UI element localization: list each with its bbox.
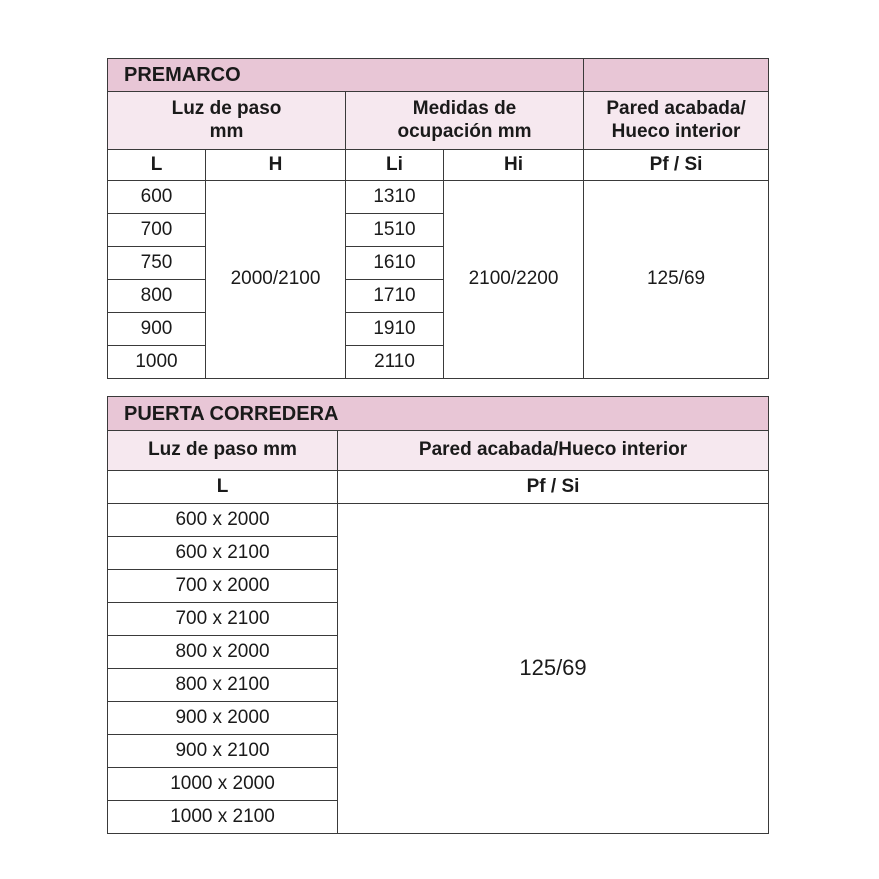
premarco-h-value: 2000/2100 [206, 181, 346, 379]
header-luz-de-paso: Luz de paso mm [108, 431, 338, 471]
puerta-size-cell: 1000 x 2100 [108, 801, 338, 834]
premarco-li-cell: 1710 [346, 280, 444, 313]
puerta-title: PUERTA CORREDERA [108, 397, 769, 431]
premarco-li-cell: 2110 [346, 346, 444, 379]
premarco-l-cell: 600 [108, 181, 206, 214]
premarco-hi-value: 2100/2200 [444, 181, 584, 379]
subheader-hi: Hi [444, 150, 584, 181]
puerta-size-cell: 900 x 2000 [108, 702, 338, 735]
puerta-size-cell: 800 x 2000 [108, 636, 338, 669]
puerta-size-cell: 900 x 2100 [108, 735, 338, 768]
premarco-pf-value: 125/69 [584, 181, 769, 379]
premarco-l-cell: 700 [108, 214, 206, 247]
puerta-corredera-table [107, 396, 769, 834]
puerta-size-cell: 600 x 2000 [108, 504, 338, 537]
header-luz-de-paso: Luz de paso mm [108, 92, 346, 150]
premarco-l-cell: 750 [108, 247, 206, 280]
header-medidas-ocupacion: Medidas de ocupación mm [346, 92, 584, 150]
subheader-h: H [206, 150, 346, 181]
puerta-size-cell: 1000 x 2000 [108, 768, 338, 801]
subheader-li: Li [346, 150, 444, 181]
premarco-li-cell: 1910 [346, 313, 444, 346]
premarco-li-cell: 1510 [346, 214, 444, 247]
puerta-size-cell: 700 x 2100 [108, 603, 338, 636]
subheader-l: L [108, 471, 338, 504]
puerta-pf-value: 125/69 [338, 504, 769, 834]
puerta-size-cell: 700 x 2000 [108, 570, 338, 603]
premarco-li-cell: 1310 [346, 181, 444, 214]
premarco-title: PREMARCO [108, 59, 584, 92]
subheader-pf-si: Pf / Si [338, 471, 769, 504]
premarco-l-cell: 800 [108, 280, 206, 313]
header-pared-acabada: Pared acabada/Hueco interior [338, 431, 769, 471]
puerta-size-cell: 600 x 2100 [108, 537, 338, 570]
premarco-li-cell: 1610 [346, 247, 444, 280]
header-pared-acabada: Pared acabada/ Hueco interior [584, 92, 769, 150]
premarco-l-cell: 1000 [108, 346, 206, 379]
premarco-l-cell: 900 [108, 313, 206, 346]
subheader-pf-si: Pf / Si [584, 150, 769, 181]
premarco-title-empty-cell [584, 59, 769, 92]
puerta-size-cell: 800 x 2100 [108, 669, 338, 702]
subheader-l: L [108, 150, 206, 181]
premarco-table [107, 58, 769, 379]
